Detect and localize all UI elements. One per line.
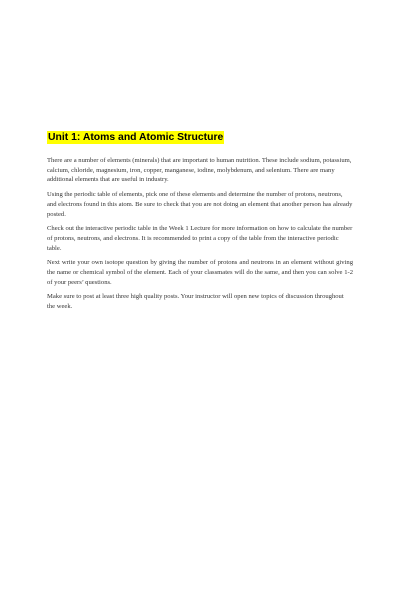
paragraph-isotope-question: Next write your own isotope question by giving the number of protons and neutrons in an element without giving the name or chemical symbol of the element. Each of your classmates will do the same, and then you can solve 1-2 of your peers’ questions. — [47, 259, 353, 286]
unit-title: Unit 1: Atoms and Atomic Structure — [48, 132, 224, 143]
paragraph-posting-requirements: Make sure to post at least three high quality posts. Your instructor will open new topics of discussion throughout the week. — [47, 293, 344, 311]
paragraph-elements-intro: There are a number of elements (minerals) that are important to human nutrition. These include sodium, potassium, calcium, chloride, magnesium, iron, copper, manganese, iodine, molybdenum, and selenium. There are many additional elements that are useful in industry. — [47, 157, 352, 184]
document-content — [47, 127, 353, 317]
paragraph-periodic-table: Check out the interactive periodic table in the Week 1 Lecture for more information on how to calculate the number of protons, neutrons, and electrons. It is recommended to print a copy of the table from the interactive periodic table. — [47, 225, 353, 252]
paragraph-pick-element: Using the periodic table of elements, pick one of these elements and determine the number of protons, neutrons, and electrons found in this atom. Be sure to check that you are not doing an element that another person has already posted. — [47, 191, 353, 218]
